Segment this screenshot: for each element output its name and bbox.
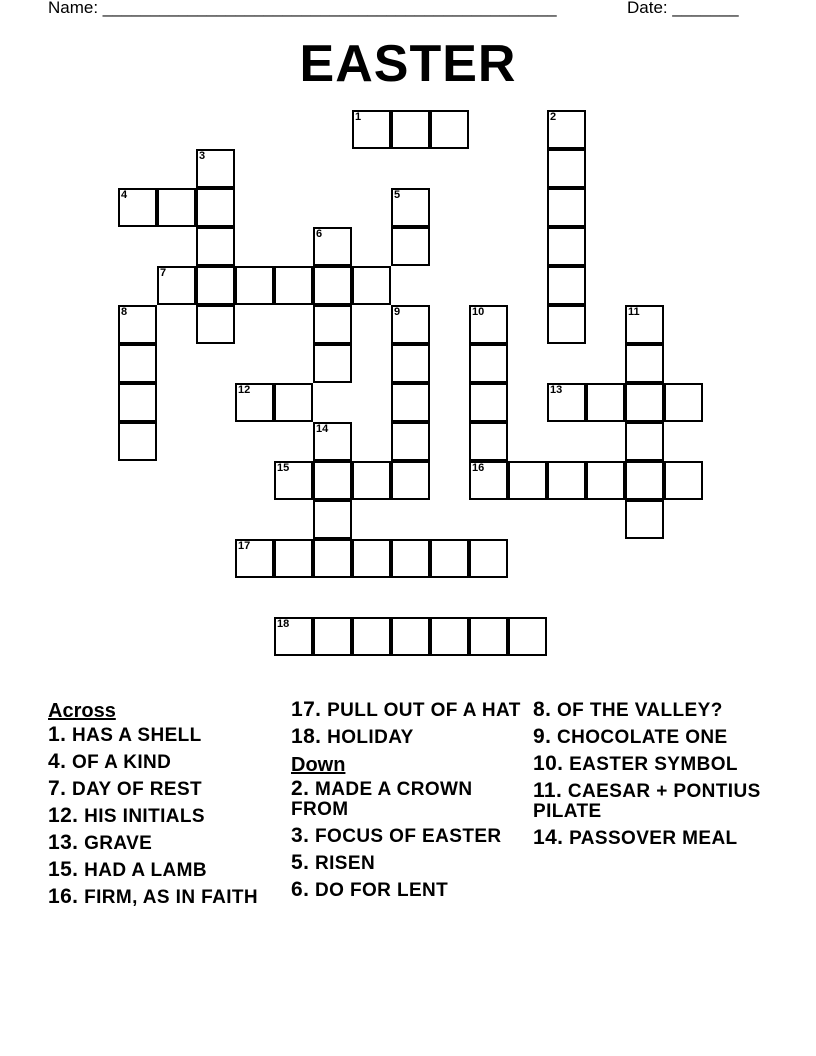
- grid-cell[interactable]: [352, 461, 391, 500]
- clue-number: 4: [121, 189, 128, 201]
- grid-cell[interactable]: [391, 110, 430, 149]
- clue-item-text: OF A KIND: [66, 752, 172, 773]
- clue-number: 5: [394, 189, 401, 201]
- clue-number: 13: [550, 384, 563, 396]
- grid-cell-15[interactable]: [274, 461, 313, 500]
- grid-cell[interactable]: [391, 617, 430, 656]
- clue-number: 12: [238, 384, 251, 396]
- clue-item-text: FOCUS OF EASTER: [309, 826, 502, 847]
- clue-item-number: 4.: [48, 750, 67, 773]
- grid-cell[interactable]: [118, 344, 157, 383]
- clue-item-text: RISEN: [309, 853, 376, 874]
- grid-cell[interactable]: [508, 461, 547, 500]
- clue-item: [533, 754, 765, 775]
- grid-cell[interactable]: [469, 344, 508, 383]
- clue-item: [48, 833, 280, 854]
- grid-cell[interactable]: [391, 422, 430, 461]
- grid-cell[interactable]: [430, 110, 469, 149]
- clue-item: [48, 806, 280, 827]
- grid-cell-17[interactable]: [235, 539, 274, 578]
- across-heading: Across: [48, 700, 116, 722]
- clue-item: [291, 880, 523, 901]
- grid-cell[interactable]: [313, 305, 352, 344]
- clue-item-number: 16.: [48, 885, 79, 908]
- clue-number: 6: [316, 228, 323, 240]
- clue-item: [48, 752, 280, 773]
- clue-item: [291, 826, 523, 847]
- grid-cell-2[interactable]: [547, 110, 586, 149]
- clue-item-text: HAS A SHELL: [66, 725, 202, 746]
- down-heading: Down: [291, 754, 346, 776]
- clue-item-text: HIS INITIALS: [78, 806, 206, 827]
- clue-item: [533, 828, 765, 849]
- clue-number: 14: [316, 423, 329, 435]
- grid-cell[interactable]: [196, 305, 235, 344]
- clue-item-number: 2.: [291, 777, 310, 800]
- grid-cell[interactable]: [352, 539, 391, 578]
- clue-column-2: [291, 700, 523, 907]
- clue-item-text: MADE A CROWN FROM: [291, 779, 473, 820]
- clue-number: 8: [121, 306, 128, 318]
- grid-cell[interactable]: [235, 266, 274, 305]
- grid-cell[interactable]: [274, 383, 313, 422]
- clue-item: [48, 779, 280, 800]
- grid-cell[interactable]: [625, 422, 664, 461]
- clue-item-number: 9.: [533, 725, 552, 748]
- grid-cell[interactable]: [586, 383, 625, 422]
- grid-cell[interactable]: [469, 539, 508, 578]
- grid-cell-3[interactable]: [196, 149, 235, 188]
- grid-cell[interactable]: [547, 305, 586, 344]
- clue-item-text: PULL OUT OF A HAT: [321, 700, 521, 721]
- grid-cell[interactable]: [625, 344, 664, 383]
- clue-item-text: FIRM, AS IN FAITH: [78, 887, 259, 908]
- clue-item-number: 13.: [48, 831, 79, 854]
- grid-cell[interactable]: [664, 461, 703, 500]
- clue-number: 18: [277, 618, 290, 630]
- grid-cell-12[interactable]: [235, 383, 274, 422]
- date-field-label[interactable]: Date: _______: [627, 0, 739, 17]
- grid-cell-6[interactable]: [313, 227, 352, 266]
- clue-item-text: EASTER SYMBOL: [563, 754, 738, 775]
- grid-cell-16[interactable]: [469, 461, 508, 500]
- clue-item-number: 17.: [291, 698, 322, 721]
- grid-cell[interactable]: [196, 266, 235, 305]
- grid-cell-10[interactable]: [469, 305, 508, 344]
- grid-cell[interactable]: [664, 383, 703, 422]
- clue-item-number: 1.: [48, 723, 67, 746]
- clue-item: [291, 853, 523, 874]
- clue-number: 2: [550, 111, 557, 123]
- clue-number: 10: [472, 306, 485, 318]
- grid-cell-14[interactable]: [313, 422, 352, 461]
- grid-cell-5[interactable]: [391, 188, 430, 227]
- grid-cell[interactable]: [118, 422, 157, 461]
- clue-item: [291, 779, 523, 820]
- grid-cell[interactable]: [430, 539, 469, 578]
- grid-cell[interactable]: [274, 266, 313, 305]
- grid-cell[interactable]: [196, 188, 235, 227]
- grid-cell[interactable]: [313, 539, 352, 578]
- clue-item-number: 14.: [533, 826, 564, 849]
- clue-item: [291, 727, 523, 748]
- grid-cell[interactable]: [196, 227, 235, 266]
- clue-item: [291, 700, 523, 721]
- grid-cell-7[interactable]: [157, 266, 196, 305]
- grid-cell[interactable]: [625, 383, 664, 422]
- grid-cell[interactable]: [391, 227, 430, 266]
- grid-cell[interactable]: [625, 461, 664, 500]
- clue-item-text: OF THE VALLEY?: [551, 700, 723, 721]
- clue-item-text: HAD A LAMB: [78, 860, 207, 881]
- clue-item-number: 12.: [48, 804, 79, 827]
- clue-number: 1: [355, 111, 362, 123]
- name-field-label[interactable]: Name: ________________________________________________: [48, 0, 557, 17]
- clue-column-3: [533, 700, 765, 855]
- grid-cell[interactable]: [430, 617, 469, 656]
- puzzle-title: EASTER: [299, 35, 517, 93]
- clue-item: [533, 700, 765, 721]
- clue-item-number: 7.: [48, 777, 67, 800]
- grid-cell[interactable]: [547, 266, 586, 305]
- grid-cell[interactable]: [469, 422, 508, 461]
- grid-cell[interactable]: [547, 227, 586, 266]
- grid-cell[interactable]: [352, 266, 391, 305]
- clue-item-number: 18.: [291, 725, 322, 748]
- clue-item-text: CHOCOLATE ONE: [551, 727, 728, 748]
- clue-item-text: HOLIDAY: [321, 727, 414, 748]
- clue-item: [48, 860, 280, 881]
- clue-number: 16: [472, 462, 485, 474]
- grid-cell[interactable]: [391, 344, 430, 383]
- clue-number: 3: [199, 150, 206, 162]
- clue-item-number: 5.: [291, 851, 310, 874]
- clue-item-number: 10.: [533, 752, 564, 775]
- grid-cell[interactable]: [469, 617, 508, 656]
- clue-item-number: 15.: [48, 858, 79, 881]
- grid-cell[interactable]: [157, 188, 196, 227]
- grid-cell-18[interactable]: [274, 617, 313, 656]
- grid-cell[interactable]: [313, 344, 352, 383]
- grid-cell[interactable]: [313, 461, 352, 500]
- grid-cell[interactable]: [586, 461, 625, 500]
- grid-cell-13[interactable]: [547, 383, 586, 422]
- clue-number: 9: [394, 306, 401, 318]
- grid-cell[interactable]: [625, 500, 664, 539]
- clue-item-text: CAESAR + PONTIUS PILATE: [533, 781, 761, 822]
- grid-cell[interactable]: [547, 149, 586, 188]
- grid-cell[interactable]: [391, 383, 430, 422]
- clue-item: [533, 727, 765, 748]
- grid-cell[interactable]: [313, 500, 352, 539]
- clue-item-text: DAY OF REST: [66, 779, 203, 800]
- grid-cell[interactable]: [547, 188, 586, 227]
- clue-number: 15: [277, 462, 290, 474]
- grid-cell[interactable]: [352, 617, 391, 656]
- grid-cell[interactable]: [391, 461, 430, 500]
- clue-number: 17: [238, 540, 251, 552]
- grid-cell[interactable]: [274, 539, 313, 578]
- grid-cell[interactable]: [469, 383, 508, 422]
- clue-item-text: GRAVE: [78, 833, 153, 854]
- grid-cell[interactable]: [508, 617, 547, 656]
- grid-cell[interactable]: [547, 461, 586, 500]
- grid-cell[interactable]: [313, 617, 352, 656]
- grid-cell-1[interactable]: [352, 110, 391, 149]
- clue-column-1: [48, 700, 280, 914]
- clue-item-text: DO FOR LENT: [309, 880, 449, 901]
- grid-cell-11[interactable]: [625, 305, 664, 344]
- grid-cell-9[interactable]: [391, 305, 430, 344]
- clue-item-text: PASSOVER MEAL: [563, 828, 738, 849]
- grid-cell[interactable]: [391, 539, 430, 578]
- clue-item-number: 3.: [291, 824, 310, 847]
- grid-cell[interactable]: [118, 383, 157, 422]
- grid-cell-8[interactable]: [118, 305, 157, 344]
- clue-number: 7: [160, 267, 167, 279]
- clue-item-number: 8.: [533, 698, 552, 721]
- grid-cell-4[interactable]: [118, 188, 157, 227]
- clue-item: [533, 781, 765, 822]
- clue-item-number: 11.: [533, 779, 563, 802]
- clue-item: [48, 887, 280, 908]
- clue-item-number: 6.: [291, 878, 310, 901]
- grid-cell[interactable]: [313, 266, 352, 305]
- clue-number: 11: [628, 306, 640, 318]
- clue-item: [48, 725, 280, 746]
